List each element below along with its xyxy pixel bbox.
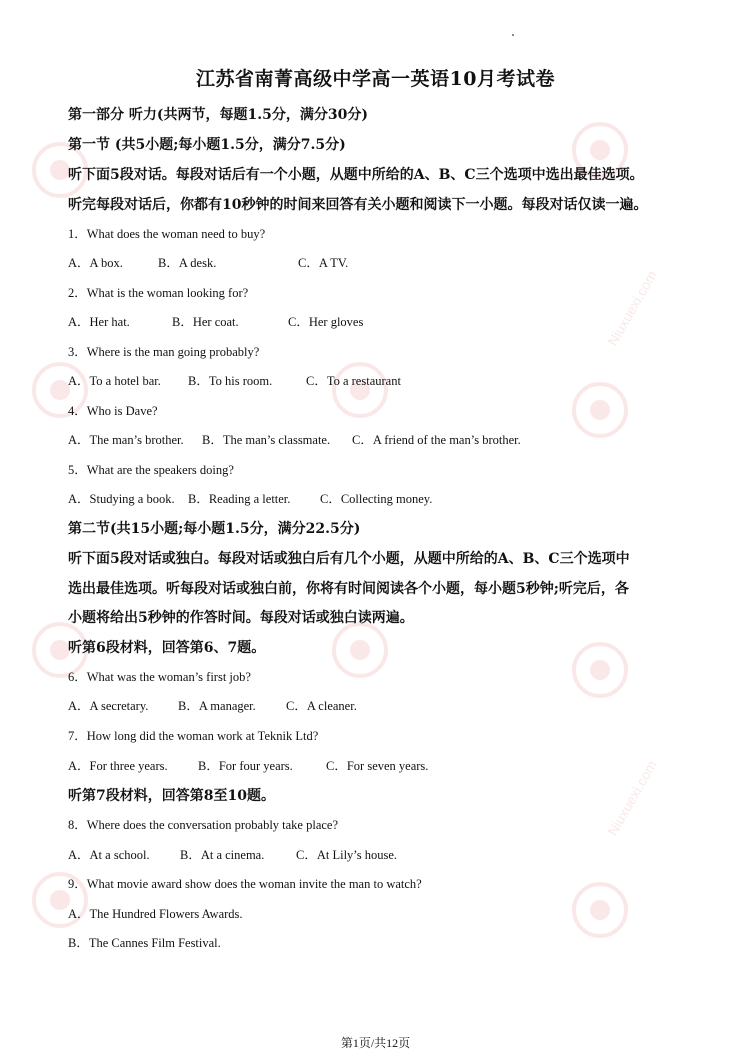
section2-instruction: 小题将给出5秒钟的作答时间。每段对话或独白读两遍。 bbox=[68, 610, 414, 626]
option-c: C．Collecting money. bbox=[320, 492, 433, 506]
option-a: A．The man’s brother. bbox=[68, 433, 184, 447]
option-b: B．To his room. bbox=[188, 374, 273, 388]
option-a: A．At a school. bbox=[68, 848, 150, 862]
watermark-logo-icon bbox=[570, 380, 630, 440]
option-c: C．At Lily’s house. bbox=[296, 848, 398, 862]
option-a: A．A secretary. bbox=[68, 699, 149, 713]
option-a: A．Studying a book. bbox=[68, 492, 175, 506]
option-b: B．A manager. bbox=[178, 699, 256, 713]
part1-heading: 第一部分 听力(共两节，每题1.5分，满分30分) bbox=[68, 107, 368, 123]
section1-heading: 第一节 (共5小题;每小题1.5分，满分7.5分) bbox=[68, 137, 346, 153]
question-options bbox=[68, 430, 521, 448]
watermark-logo-icon bbox=[570, 640, 630, 700]
section2-instruction: 选出最佳选项。听每段对话或独白前，你将有时间阅读各个小题，每小题5秒钟;听完后，各 bbox=[68, 581, 629, 597]
material-heading: 听第6段材料，回答第6、7题。 bbox=[68, 640, 266, 656]
question-stem: 9．What movie award show does the woman invite the man to watch? bbox=[68, 877, 422, 891]
question-options bbox=[68, 312, 363, 330]
question-options bbox=[68, 371, 401, 389]
watermark-logo-icon bbox=[570, 880, 630, 940]
material-heading: 听第7段材料，回答第8至10题。 bbox=[68, 788, 275, 804]
question-stem: 8．Where does the conversation probably take place? bbox=[68, 818, 339, 832]
question-stem: 4．Who is Dave? bbox=[68, 404, 158, 418]
question-stem: 6．What was the woman’s first job? bbox=[68, 670, 251, 684]
section2-instruction: 听下面5段对话或独白。每段对话或独白后有几个小题，从题中所给的A、B、C三个选项中 bbox=[68, 551, 630, 567]
option-c: C．A cleaner. bbox=[286, 699, 357, 713]
question-options bbox=[68, 696, 357, 714]
question-stem: 1．What does the woman need to buy? bbox=[68, 227, 266, 241]
option-c: C．A friend of the man’s brother. bbox=[352, 433, 521, 447]
option-b: B．The Cannes Film Festival. bbox=[68, 936, 221, 950]
question-options bbox=[68, 845, 397, 863]
section2-heading: 第二节(共15小题;每小题1.5分，满分22.5分) bbox=[68, 521, 361, 537]
watermark-text: Niuxuexi.com bbox=[604, 267, 660, 349]
question-stem: 7．How long did the woman work at Teknik Ltd? bbox=[68, 729, 319, 743]
option-a: A．To a hotel bar. bbox=[68, 374, 161, 388]
option-a: A．Her hat. bbox=[68, 315, 130, 329]
option-b: B．A desk. bbox=[158, 256, 217, 270]
option-b: B．Reading a letter. bbox=[188, 492, 291, 506]
option-b: B．The man’s classmate. bbox=[202, 433, 331, 447]
question-stem: 3．Where is the man going probably? bbox=[68, 345, 260, 359]
page-title: 江苏省南菁高级中学高一英语10月考试卷 bbox=[196, 68, 555, 90]
watermark-logo-icon bbox=[330, 620, 390, 680]
question-stem: 5．What are the speakers doing? bbox=[68, 463, 234, 477]
scan-dot bbox=[512, 34, 514, 36]
option-b: B．At a cinema. bbox=[180, 848, 265, 862]
option-a: A．A box. bbox=[68, 256, 123, 270]
question-options bbox=[68, 489, 432, 507]
question-options bbox=[68, 756, 428, 774]
question-options bbox=[68, 253, 348, 271]
option-a: A．The Hundred Flowers Awards. bbox=[68, 907, 243, 921]
section1-instruction: 听完每段对话后，你都有10秒钟的时间来回答有关小题和阅读下一小题。每段对话仅读一遍。 bbox=[68, 197, 648, 213]
section1-instruction: 听下面5段对话。每段对话后有一个小题，从题中所给的A、B、C三个选项中选出最佳选项。 bbox=[68, 167, 644, 183]
watermark-logo-icon bbox=[330, 360, 390, 420]
watermark-text: Niuxuexi.com bbox=[604, 757, 660, 839]
option-b: B．Her coat. bbox=[172, 315, 239, 329]
option-b: B．For four years. bbox=[198, 759, 293, 773]
option-c: C．Her gloves bbox=[288, 315, 364, 329]
option-c: C．A TV. bbox=[298, 256, 349, 270]
question-stem: 2．What is the woman looking for? bbox=[68, 286, 249, 300]
page-footer: 第1页/共12页 bbox=[340, 1036, 411, 1050]
option-c: C．For seven years. bbox=[326, 759, 429, 773]
option-a: A．For three years. bbox=[68, 759, 168, 773]
option-c: C．To a restaurant bbox=[306, 374, 401, 388]
